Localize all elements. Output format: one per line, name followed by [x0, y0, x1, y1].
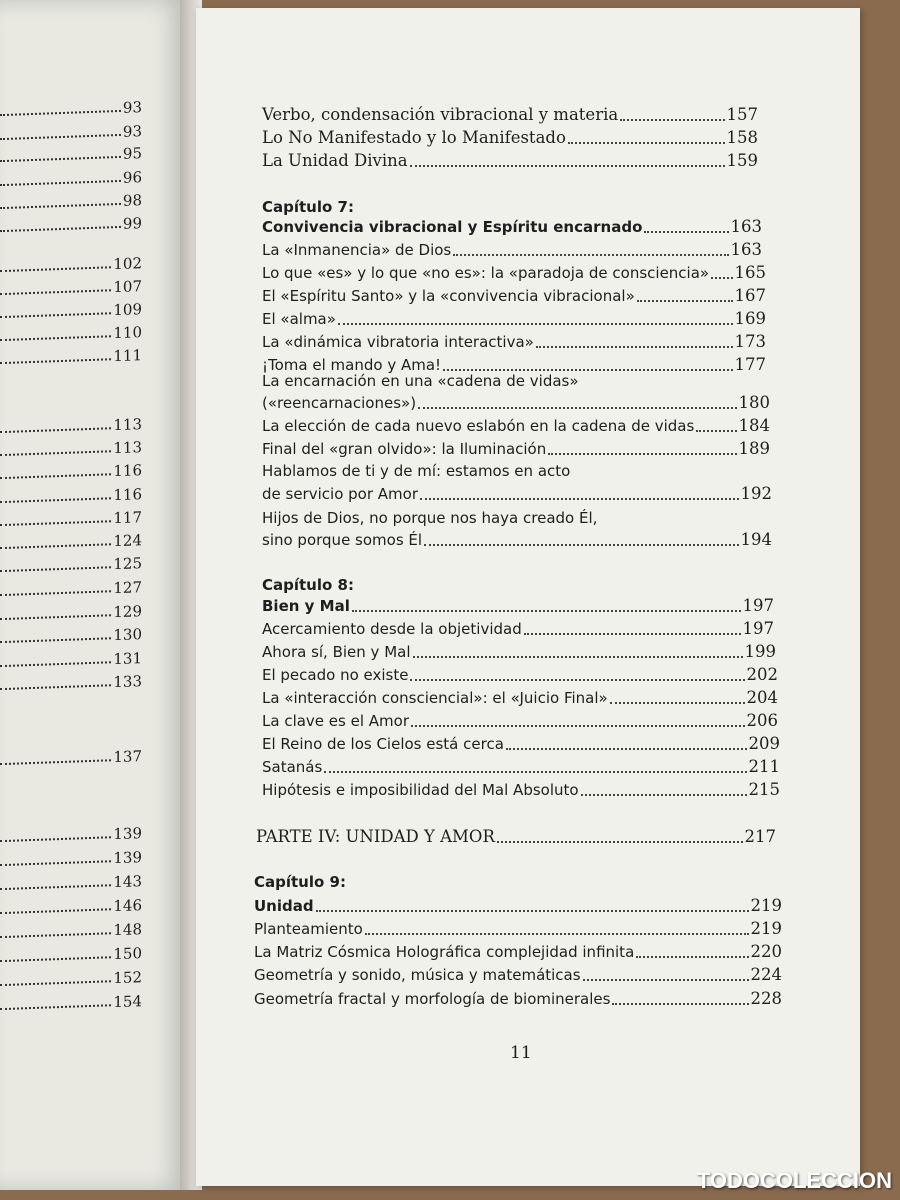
- toc-entry: [262, 331, 766, 353]
- dot-leader: [0, 312, 111, 318]
- entry-title: Geometría fractal y morfología de biominerales: [254, 990, 611, 1008]
- entry-page: 165: [734, 263, 766, 282]
- toc-entry: [262, 415, 770, 437]
- toc-entry: [262, 618, 774, 640]
- dot-leader: [0, 203, 121, 209]
- left-entry-page: 113: [113, 415, 142, 435]
- dot-leader: [0, 110, 121, 116]
- dot-leader: [352, 610, 741, 612]
- dot-leader: [0, 450, 111, 456]
- dot-leader: [0, 860, 111, 866]
- entry-page: 180: [738, 393, 770, 412]
- dot-leader: [338, 323, 733, 325]
- left-entry-page: 98: [122, 191, 142, 210]
- page-number: 11: [510, 1043, 532, 1063]
- chapter-heading: Capítulo 8:: [262, 576, 354, 594]
- dot-leader: [0, 590, 111, 596]
- toc-entry: [262, 308, 766, 330]
- left-entry-page: 109: [113, 300, 142, 320]
- toc-entry: [262, 710, 778, 732]
- left-entry-page: 137: [113, 747, 142, 767]
- dot-leader: [620, 119, 724, 121]
- dot-leader: [0, 932, 111, 938]
- entry-page: 219: [750, 919, 782, 938]
- toc-entry: [254, 918, 782, 940]
- chapter-heading: Capítulo 9:: [254, 873, 346, 891]
- toc-entry: [262, 529, 772, 551]
- dot-leader: [424, 544, 738, 546]
- left-entry-page: 111: [113, 346, 142, 366]
- dot-leader: [497, 841, 743, 843]
- part-entry: [256, 826, 776, 848]
- left-entry-page: 99: [122, 214, 142, 233]
- entry-page: 199: [744, 642, 776, 661]
- entry-title: Satanás: [262, 758, 323, 776]
- dot-leader: [0, 684, 111, 690]
- dot-leader: [637, 300, 733, 302]
- chapter-title-entry: [254, 895, 782, 917]
- dot-leader: [0, 980, 111, 986]
- dot-leader: [0, 289, 111, 295]
- toc-entry: [262, 664, 778, 686]
- dot-leader: [420, 498, 739, 500]
- entry-title-line1: Hablamos de ti y de mí: estamos en acto: [262, 462, 571, 480]
- left-entry-page: 95: [122, 144, 142, 163]
- left-entry-page: 139: [113, 848, 142, 868]
- left-entry-page: 133: [113, 672, 142, 692]
- entry-title: ¡Toma el mando y Ama!: [262, 356, 442, 374]
- entry-page: 173: [734, 332, 766, 351]
- left-entry-page: 116: [113, 461, 142, 481]
- entry-page: 220: [750, 942, 782, 961]
- left-entry-page: 152: [113, 968, 142, 988]
- left-entry-page: 129: [113, 602, 142, 622]
- dot-leader: [0, 1004, 111, 1010]
- dot-leader: [453, 254, 728, 256]
- left-entry-page: 107: [113, 277, 142, 297]
- dot-leader: [506, 748, 747, 750]
- left-entry-page: 117: [113, 508, 142, 528]
- dot-leader: [581, 794, 747, 796]
- entry-page: 163: [730, 217, 762, 236]
- watermark-logo: TODOCOLECCION: [696, 1168, 892, 1193]
- chapter-title-entry: [262, 595, 774, 617]
- dot-leader: [0, 637, 111, 643]
- toc-entry: [262, 483, 772, 505]
- entry-title: Geometría y sonido, música y matemáticas: [254, 966, 581, 984]
- toc-entry: [254, 964, 782, 986]
- dot-leader: [0, 661, 111, 667]
- left-page: [0, 0, 186, 1190]
- left-entry-page: 124: [113, 531, 142, 551]
- left-entry-page: 110: [113, 323, 142, 343]
- dot-leader: [0, 226, 121, 232]
- entry-page: 209: [748, 734, 780, 753]
- chapter-heading: Capítulo 7:: [262, 198, 354, 216]
- left-entry-page: 102: [113, 254, 142, 274]
- toc-entry: [262, 262, 766, 284]
- dot-leader: [568, 142, 725, 144]
- dot-leader: [612, 1003, 748, 1005]
- entry-title: Acercamiento desde la objetividad: [262, 620, 522, 638]
- entry-title: La elección de cada nuevo eslabón en la cadena de vidas: [262, 417, 695, 435]
- left-entry-page: 93: [122, 98, 142, 117]
- dot-leader: [0, 427, 111, 433]
- entry-title: Final del «gran olvido»: la Iluminación: [262, 440, 547, 458]
- entry-page: 159: [726, 151, 758, 170]
- entry-page: 167: [734, 286, 766, 305]
- entry-page: 158: [726, 128, 758, 147]
- dot-leader: [0, 543, 111, 549]
- dot-leader: [316, 910, 749, 912]
- dot-leader: [0, 358, 111, 364]
- dot-leader: [0, 134, 121, 140]
- entry-title: Lo No Manifestado y lo Manifestado: [262, 128, 566, 147]
- entry-title: Verbo, condensación vibracional y materia: [262, 105, 619, 124]
- entry-page: 192: [740, 484, 772, 503]
- dot-leader: [324, 771, 746, 773]
- entry-page: 215: [748, 780, 780, 799]
- dot-leader: [0, 497, 111, 503]
- left-entry-page: 148: [113, 920, 142, 940]
- dot-leader: [0, 836, 111, 842]
- left-entry-page: 113: [113, 438, 142, 458]
- dot-leader: [411, 725, 745, 727]
- entry-page: 197: [742, 596, 774, 615]
- dot-leader: [0, 956, 111, 962]
- chapter-title: Unidad: [254, 897, 314, 915]
- left-entry-page: 130: [113, 625, 142, 645]
- entry-title: La «dinámica vibratoria interactiva»: [262, 333, 534, 351]
- entry-title-line2: («reencarnaciones»): [262, 394, 417, 412]
- dot-leader: [418, 407, 736, 409]
- entry-page: 157: [726, 105, 758, 124]
- entry-title-line2: de servicio por Amor: [262, 485, 418, 503]
- entry-title: Hipótesis e imposibilidad del Mal Absoluto: [262, 781, 579, 799]
- entry-title-line2: sino porque somos Él: [262, 531, 423, 549]
- left-entry-page: 96: [122, 168, 142, 187]
- toc-entry: [262, 150, 758, 172]
- dot-leader: [410, 679, 744, 681]
- left-entry-page: 146: [113, 896, 142, 916]
- dot-leader: [0, 266, 111, 272]
- dot-leader: [610, 702, 745, 704]
- entry-title: La clave es el Amor: [262, 712, 409, 730]
- left-entry-page: 131: [113, 649, 142, 669]
- entry-page: 177: [734, 355, 766, 374]
- dot-leader: [410, 165, 725, 167]
- left-entry-page: 154: [113, 992, 142, 1012]
- dot-leader: [365, 933, 749, 935]
- entry-title: Ahora sí, Bien y Mal: [262, 643, 411, 661]
- entry-title: La Matriz Cósmica Holográfica complejidad infinita: [254, 943, 635, 961]
- entry-title: El pecado no existe: [262, 666, 409, 684]
- toc-entry: [262, 733, 780, 755]
- dot-leader: [524, 633, 741, 635]
- entry-page: 204: [746, 688, 778, 707]
- chapter-title: Bien y Mal: [262, 597, 350, 615]
- dot-leader: [644, 231, 728, 233]
- part-title: PARTE IV: UNIDAD Y AMOR: [256, 827, 495, 846]
- entry-page: 184: [738, 416, 770, 435]
- chapter-title: Convivencia vibracional y Espíritu encarnado: [262, 218, 643, 236]
- chapter-title-entry: [262, 216, 762, 238]
- entry-title: La «interacción consciencial»: el «Juicio Final»: [262, 689, 608, 707]
- entry-page: 219: [750, 896, 782, 915]
- entry-page: 211: [748, 757, 780, 776]
- toc-entry: [262, 127, 758, 149]
- entry-page: 189: [738, 439, 770, 458]
- left-entry-page: 116: [113, 485, 142, 505]
- entry-page: 206: [746, 711, 778, 730]
- dot-leader: [0, 180, 121, 186]
- left-entry-page: 150: [113, 944, 142, 964]
- entry-title: Planteamiento: [254, 920, 363, 938]
- entry-title: El «Espíritu Santo» y la «convivencia vibracional»: [262, 287, 635, 305]
- entry-page: 217: [744, 827, 776, 846]
- toc-entry: [262, 239, 762, 261]
- left-entry-page: 139: [113, 824, 142, 844]
- toc-entry: [262, 392, 770, 414]
- toc-entry: [262, 779, 780, 801]
- entry-page: 194: [740, 530, 772, 549]
- toc-entry: [254, 941, 782, 963]
- entry-page: 169: [734, 309, 766, 328]
- dot-leader: [583, 979, 749, 981]
- entry-title-line1: La encarnación en una «cadena de vidas»: [262, 372, 579, 390]
- toc-entry: [262, 641, 776, 663]
- dot-leader: [0, 156, 121, 162]
- dot-leader: [0, 473, 111, 479]
- entry-page: 202: [746, 665, 778, 684]
- dot-leader: [0, 614, 111, 620]
- toc-entry: [262, 756, 780, 778]
- entry-page: 224: [750, 965, 782, 984]
- dot-leader: [0, 566, 111, 572]
- entry-title-line1: Hijos de Dios, no porque nos haya creado Él,: [262, 509, 598, 527]
- entry-page: 197: [742, 619, 774, 638]
- dot-leader: [548, 453, 736, 455]
- entry-title: La «Inmanencia» de Dios: [262, 241, 452, 259]
- entry-title: Lo que «es» y lo que «no es»: la «paradoja de consciencia»: [262, 264, 710, 282]
- entry-title: El Reino de los Cielos está cerca: [262, 735, 504, 753]
- toc-entry: [262, 285, 766, 307]
- dot-leader: [696, 430, 736, 432]
- left-entry-page: 127: [113, 578, 142, 598]
- left-toc-row: [0, 987, 180, 1015]
- dot-leader: [0, 884, 111, 890]
- left-toc-row: [0, 742, 180, 770]
- dot-leader: [0, 759, 111, 765]
- toc-entry: [262, 687, 778, 709]
- dot-leader: [0, 335, 111, 341]
- left-entry-page: 125: [113, 554, 142, 574]
- dot-leader: [636, 956, 748, 958]
- left-entry-page: 143: [113, 872, 142, 892]
- dot-leader: [413, 656, 743, 658]
- toc-entry: [262, 438, 770, 460]
- entry-title: La Unidad Divina: [262, 151, 408, 170]
- left-entry-page: 93: [122, 122, 142, 141]
- dot-leader: [536, 346, 733, 348]
- toc-entry: [262, 104, 758, 126]
- dot-leader: [0, 908, 111, 914]
- entry-page: 163: [730, 240, 762, 259]
- dot-leader: [711, 277, 732, 279]
- toc-entry: [254, 988, 782, 1010]
- entry-page: 228: [750, 989, 782, 1008]
- dot-leader: [0, 520, 111, 526]
- entry-title: El «alma»: [262, 310, 336, 328]
